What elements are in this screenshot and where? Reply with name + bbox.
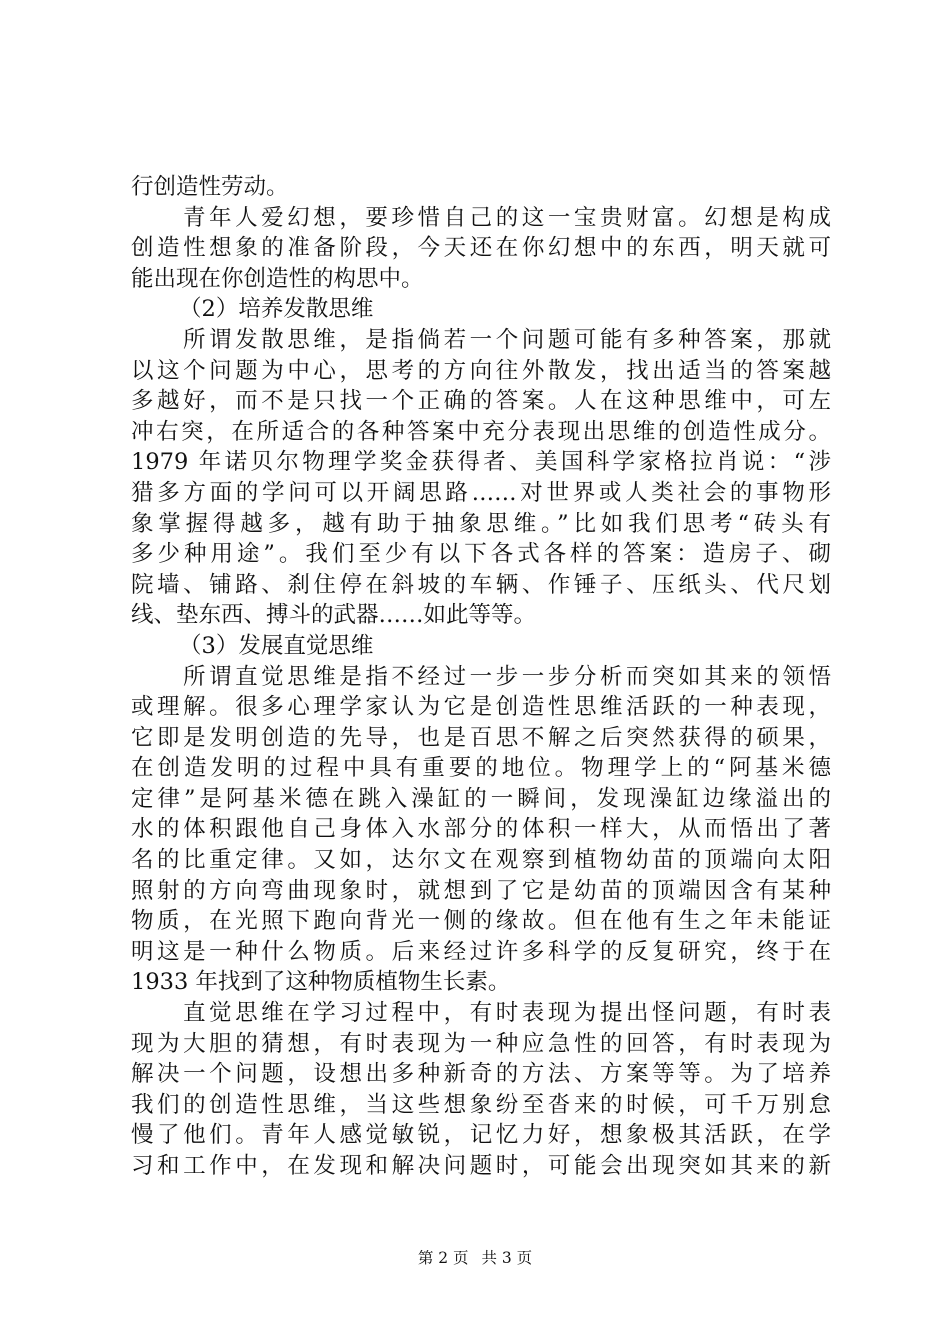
text-line: 创造性想象的准备阶段，今天还在你幻想中的东西，明天就可	[131, 235, 831, 262]
text-line: 院墙、铺路、刹住停在斜坡的车辆、作锤子、压纸头、代尺划	[131, 571, 831, 598]
text-line: 能出现在你创造性的构思中。	[131, 265, 424, 292]
text-line: 慢了他们。青年人感觉敏锐，记忆力好，想象极其活跃，在学	[131, 1122, 831, 1149]
body-text	[131, 172, 831, 1182]
text-line: 行创造性劳动。	[131, 174, 289, 200]
text-line: 1933 年找到了这种物质植物生长素。	[131, 969, 511, 996]
text-line: 所谓发散思维，是指倘若一个问题可能有多种答案，那就	[183, 326, 831, 353]
text-line: 它即是发明创造的先导，也是百思不解之后突然获得的硕果，	[131, 724, 831, 751]
text-line: 猎多方面的学问可以开阔思路……对世界或人类社会的事物形	[131, 479, 831, 506]
page-number: 第 2 页	[417, 1249, 469, 1267]
text-line: 冲右突，在所适合的各种答案中充分表现出思维的创造性成分。	[131, 418, 831, 445]
text-line: 所谓直觉思维是指不经过一步一步分析而突如其来的领悟	[183, 663, 831, 690]
text-line: 在创造发明的过程中具有重要的地位。物理学上的“阿基米德	[131, 755, 831, 782]
text-line: 线、垫东西、搏斗的武器……如此等等。	[131, 602, 537, 629]
text-line: 明这是一种什么物质。后来经过许多科学的反复研究，终于在	[131, 938, 831, 965]
text-line: 多越好，而不是只找一个正确的答案。人在这种思维中，可左	[131, 388, 831, 415]
text-line: 象掌握得越多，越有助于抽象思维。”比如我们思考“砖头有	[131, 510, 831, 537]
text-line: 直觉思维在学习过程中，有时表现为提出怪问题，有时表	[183, 1000, 831, 1027]
section-heading: （2）培养发散思维	[179, 296, 374, 323]
text-line: 习和工作中，在发现和解决问题时，可能会出现突如其来的新	[131, 1153, 831, 1179]
text-line: 以这个问题为中心，思考的方向往外散发，找出适当的答案越	[131, 357, 831, 384]
page-total: 共 3 页	[481, 1249, 533, 1267]
page-footer	[0, 1246, 950, 1268]
text-line: 多少种用途”。我们至少有以下各式各样的答案：造房子、砌	[131, 541, 831, 568]
text-line: 物质，在光照下跑向背光一侧的缘故。但在他有生之年未能证	[131, 908, 831, 935]
text-line: 或理解。很多心理学家认为它是创造性思维活跃的一种表现，	[131, 694, 831, 721]
text-line: 水的体积跟他自己身体入水部分的体积一样大，从而悟出了著	[131, 816, 831, 843]
text-line: 1979 年诺贝尔物理学奖金获得者、美国科学家格拉肖说：“涉	[131, 449, 831, 476]
text-line: 解决一个问题，设想出多种新奇的方法、方案等等。为了培养	[131, 1061, 831, 1088]
section-heading: （3）发展直觉思维	[179, 632, 374, 659]
text-line: 照射的方向弯曲现象时，就想到了它是幼苗的顶端因含有某种	[131, 877, 831, 904]
text-line: 我们的创造性思维，当这些想象纷至沓来的时候，可千万别怠	[131, 1091, 831, 1118]
text-line: 现为大胆的猜想，有时表现为一种应急性的回答，有时表现为	[131, 1030, 831, 1057]
text-line: 青年人爱幻想，要珍惜自己的这一宝贵财富。幻想是构成	[183, 204, 831, 231]
text-line: 名的比重定律。又如，达尔文在观察到植物幼苗的顶端向太阳	[131, 847, 831, 874]
text-line: 定律”是阿基米德在跳入澡缸的一瞬间，发现澡缸边缘溢出的	[131, 785, 831, 812]
